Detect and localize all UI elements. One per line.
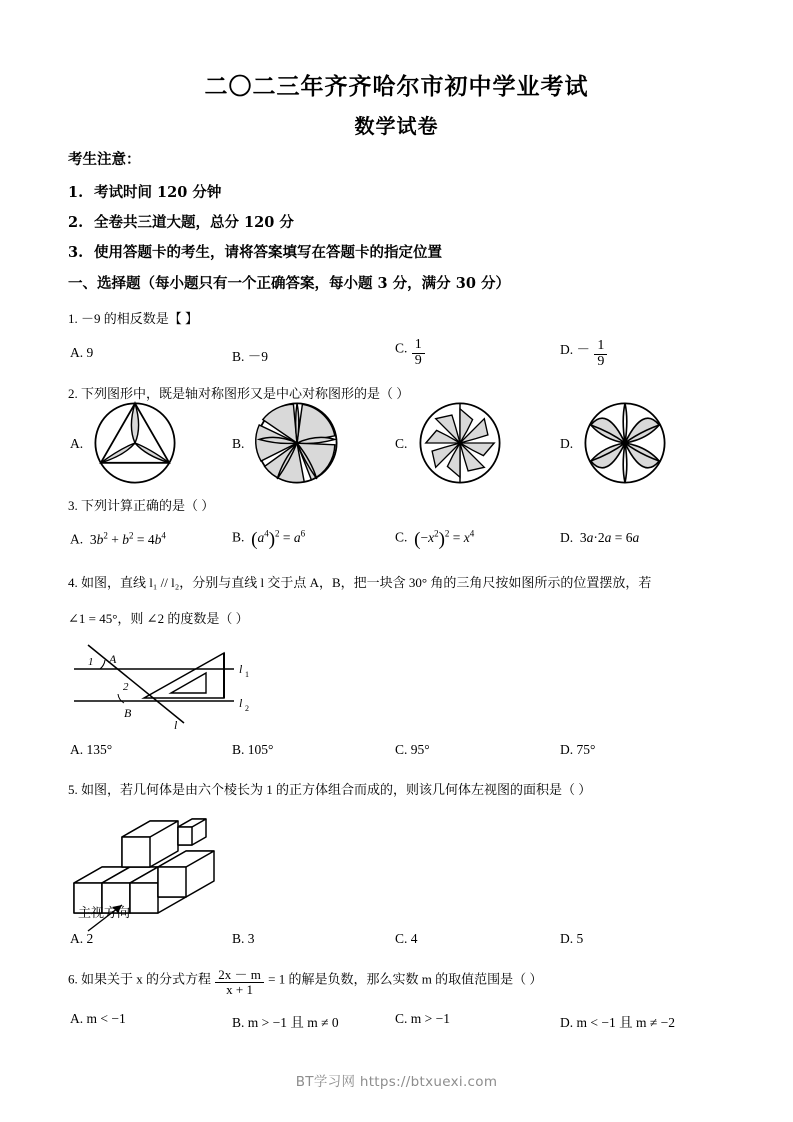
question-4-option-b-text: 105° <box>247 742 274 757</box>
question-3-option-c-expr: $(-x^2)^2 = x^4$ <box>414 528 475 550</box>
question-6-option-d[interactable] <box>560 1011 675 1031</box>
question-1-option-c-label: C. <box>395 340 408 356</box>
question-2-figure-row <box>0 396 793 488</box>
question-1-option-d-label: D. <box>560 342 574 357</box>
question-6-option-b-text: m > −1 且 m ≠ 0 <box>247 1015 339 1030</box>
figure-circle-triangle-three-petals <box>90 398 180 488</box>
question-1-option-d[interactable] <box>560 338 608 370</box>
question-5-text: 如图，若几何体是由六个棱长为 1 的正方体组合而成的，则该几何体左视图的面积是（ ） <box>81 782 592 797</box>
question-5-option-b-label: B. <box>232 931 245 946</box>
notice-item-2 <box>68 211 294 232</box>
question-4-stem-line1 <box>68 572 651 591</box>
question-5-option-d[interactable] <box>560 931 583 947</box>
question-4-option-b-label: B. <box>232 742 245 757</box>
notice-item-3-text: 使用答题卡的考生，请将答案填写在答题卡的指定位置 <box>94 244 442 261</box>
question-1-option-a-text: 9 <box>86 345 94 360</box>
question-3-option-b-label: B. <box>232 529 245 545</box>
question-3-option-d[interactable] <box>560 530 639 546</box>
notice-heading: 考生注意： <box>68 151 141 168</box>
question-3-option-a-label: A. <box>70 531 84 547</box>
question-5-option-d-text: 5 <box>576 931 584 946</box>
question-6-option-a-text: m < −1 <box>86 1011 126 1026</box>
question-1-option-a-label: A. <box>70 345 84 360</box>
question-6-option-a[interactable] <box>70 1011 126 1027</box>
question-1-option-b[interactable] <box>232 345 268 365</box>
question-4-text-line2: ∠1 = 45°，则 ∠2 的度数是（ ） <box>68 611 249 626</box>
question-6-option-c-text: m > −1 <box>410 1011 450 1026</box>
question-1-number: 1. <box>68 311 78 326</box>
question-2-option-c-label[interactable]: C. <box>395 436 408 451</box>
fraction-numerator: 1 <box>414 337 422 352</box>
question-5-option-b-text: 3 <box>247 931 255 946</box>
question-2-option-a-label[interactable]: A. <box>70 436 84 451</box>
question-6-option-d-text: m < −1 且 m ≠ −2 <box>576 1015 676 1030</box>
question-5-option-d-label: D. <box>560 931 574 946</box>
question-3-option-d-expr: 3a·2a = 6a <box>576 530 640 545</box>
question-5-option-a-label: A. <box>70 931 84 946</box>
question-4-figure-parallel-lines <box>66 641 281 736</box>
fraction-equation <box>215 968 264 996</box>
question-1-option-c[interactable] <box>395 338 426 368</box>
question-6-option-b-label: B. <box>232 1015 245 1030</box>
question-6-option-b[interactable] <box>232 1011 339 1031</box>
question-4-option-a-label: A. <box>70 742 84 757</box>
question-2-option-d-label[interactable]: D. <box>560 436 574 451</box>
notice-item-2-text: 全卷共三道大题，总分 120 分 <box>94 214 294 231</box>
question-3-option-c-label: C. <box>395 529 408 545</box>
question-4-option-b[interactable] <box>232 742 273 758</box>
question-4-option-c-label: C. <box>395 742 408 757</box>
question-5-number: 5. <box>68 782 78 797</box>
question-6-option-a-label: A. <box>70 1011 84 1026</box>
svg-text:l: l <box>239 696 243 710</box>
svg-text:A: A <box>109 652 117 666</box>
question-1-text: －9 的相反数是【 】 <box>81 311 199 326</box>
question-3-option-a[interactable] <box>70 530 166 548</box>
question-1-option-d-sign: － <box>576 342 590 357</box>
notice-item-3 <box>68 241 442 262</box>
question-6-text-pre: 如果关于 x 的分式方程 <box>81 971 212 987</box>
svg-text:B: B <box>124 706 132 720</box>
question-6-text-post: = 1 的解是负数，那么实数 m 的取值范围是（ ） <box>268 971 543 987</box>
question-3-number: 3. <box>68 498 78 513</box>
question-2-number: 2. <box>68 386 78 401</box>
figure-eight-fold-pinwheel <box>415 398 505 488</box>
figure-five-fold-shaded-pinwheel <box>252 398 342 488</box>
question-3-option-b[interactable] <box>232 528 305 551</box>
notice-item-3-number: 3. <box>68 244 84 261</box>
question-5-option-b[interactable] <box>232 931 255 947</box>
question-4-option-a-text: 135° <box>86 742 113 757</box>
question-4-option-d[interactable] <box>560 742 595 758</box>
question-1-option-a[interactable] <box>70 345 93 361</box>
question-4-option-c-text: 95° <box>410 742 430 757</box>
svg-text:2: 2 <box>123 681 129 693</box>
question-4-number: 4. <box>68 575 78 590</box>
question-5-stem <box>68 779 591 798</box>
page-subtitle: 数学试卷 <box>354 114 439 138</box>
svg-text:1: 1 <box>88 656 94 668</box>
question-1-option-b-label: B. <box>232 349 245 364</box>
question-1-option-b-text: －9 <box>247 349 269 364</box>
svg-text:l: l <box>239 662 243 676</box>
question-3-option-d-label: D. <box>560 530 574 545</box>
figure-six-petal-flower <box>580 398 670 488</box>
question-4-option-d-text: 75° <box>576 742 596 757</box>
svg-text:l: l <box>174 718 178 732</box>
question-3-option-a-expr: $3b^2 + b^2 = 4b^4$ <box>86 530 166 547</box>
fraction-denominator: 9 <box>594 354 607 370</box>
question-3-text: 下列计算正确的是（ ） <box>81 498 215 513</box>
question-3-option-b-expr: $(a^4)^2 = a^6$ <box>251 528 306 550</box>
fraction-negative-one-ninth <box>594 339 607 369</box>
svg-text:1: 1 <box>245 670 249 679</box>
question-5-option-a-text: 2 <box>86 931 94 946</box>
question-4-option-c[interactable] <box>395 742 430 758</box>
notice-item-1-text: 考试时间 120 分钟 <box>94 184 222 201</box>
question-4-stem-line2 <box>68 608 249 627</box>
section-heading-choice: 一、选择题（每小题只有一个正确答案，每小题 3 分，满分 30 分） <box>68 275 510 292</box>
fraction-denominator: 9 <box>412 353 425 369</box>
question-5-option-c[interactable] <box>395 931 418 947</box>
fraction-numerator: 2x － m <box>218 967 261 982</box>
fraction-numerator: 1 <box>597 338 605 354</box>
question-5-figure-caption: 主视方向 <box>78 905 131 920</box>
svg-text:2: 2 <box>245 704 249 713</box>
question-3-stem <box>68 495 214 514</box>
question-6-option-d-label: D. <box>560 1015 574 1030</box>
question-5-option-c-label: C. <box>395 931 408 946</box>
question-2-text: 下列图形中，既是轴对称图形又是中心对称图形的是（ ） <box>81 386 410 401</box>
question-6-option-c[interactable] <box>395 1011 450 1027</box>
fraction-denominator: x + 1 <box>215 982 264 997</box>
fraction-one-ninth <box>412 338 425 368</box>
notice-item-1 <box>68 181 221 202</box>
question-4-option-a[interactable] <box>70 742 112 758</box>
question-1-stem <box>68 308 198 327</box>
question-6-number: 6. <box>68 971 78 987</box>
notice-item-1-number: 1. <box>68 184 84 201</box>
question-5-option-a[interactable] <box>70 931 93 947</box>
notice-item-2-number: 2. <box>68 214 84 231</box>
question-4-text-line1: 如图，直线 l₁ // l₂，分别与直线 l 交于点 A，B，把一块含 30° 角的三角尺按如图所示的位置摆放，若 <box>81 575 652 590</box>
question-4-option-d-label: D. <box>560 742 574 757</box>
question-2-option-b-label[interactable]: B. <box>232 436 245 451</box>
question-5-option-c-text: 4 <box>410 931 418 946</box>
page-title: 二〇二三年齐齐哈尔市初中学业考试 <box>204 73 589 100</box>
question-6-option-c-label: C. <box>395 1011 408 1026</box>
question-6-stem <box>68 968 542 996</box>
watermark-footer: BT学习网 https://btxuexi.com <box>295 1074 498 1090</box>
question-3-option-c[interactable] <box>395 528 474 551</box>
